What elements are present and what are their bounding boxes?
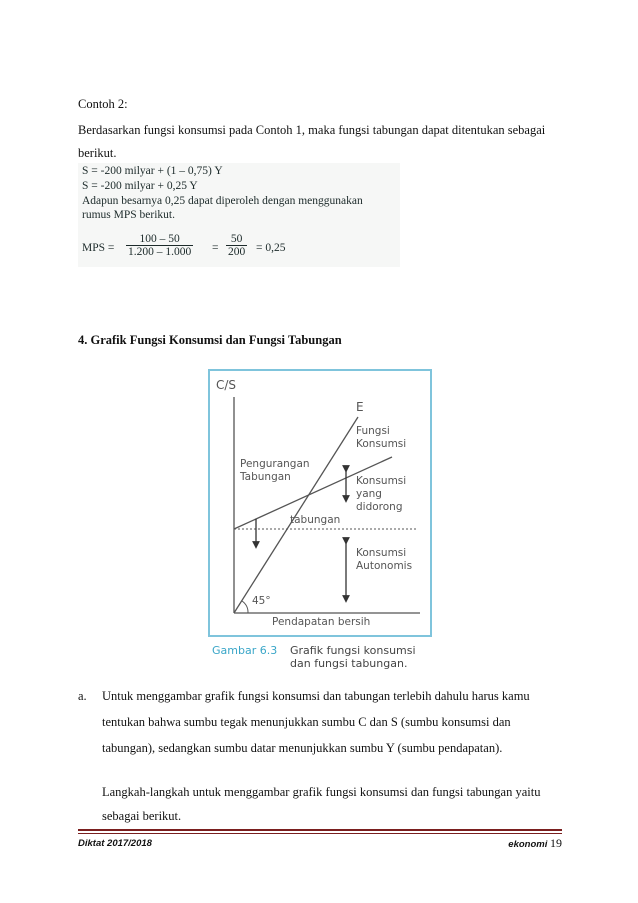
mps-fraction-1-denominator: 1.200 – 1.000 bbox=[128, 246, 192, 258]
x-axis-label: Pendapatan bersih bbox=[272, 616, 371, 628]
mps-fraction-2-numerator: 50 bbox=[226, 233, 247, 246]
mps-fraction-2-denominator: 200 bbox=[228, 246, 246, 258]
figure-caption-label: Gambar 6.3 bbox=[212, 644, 278, 657]
mps-equals: = bbox=[212, 242, 219, 254]
list-marker-a: a. bbox=[78, 689, 87, 703]
figure-caption-line1: Grafik fungsi konsumsi bbox=[290, 644, 416, 657]
figure-caption-line2: dan fungsi tabungan. bbox=[290, 657, 408, 670]
konsumsi-didorong-label-3: didorong bbox=[356, 501, 403, 513]
figure-consumption-saving bbox=[208, 369, 434, 670]
pengurangan-label-1: Pengurangan bbox=[240, 458, 310, 470]
list-a-line5: sebagai berikut. bbox=[102, 809, 182, 823]
list-a-line1: Untuk menggambar grafik fungsi konsumsi dan tabungan terlebih dahulu harus kamu bbox=[102, 689, 530, 703]
formula-line4: rumus MPS berikut. bbox=[82, 209, 175, 221]
example-intro-line1: Berdasarkan fungsi konsumsi pada Contoh 1, maka fungsi tabungan dapat ditentukan sebagai bbox=[78, 123, 546, 137]
fungsi-konsumsi-label-2: Konsumsi bbox=[356, 438, 407, 450]
tabungan-label: tabungan bbox=[290, 514, 341, 526]
list-a-line3: tabungan), sedangkan sumbu datar menunjukkan sumbu Y (sumbu pendapatan). bbox=[102, 741, 503, 755]
formula-box bbox=[78, 163, 400, 267]
mps-fraction-2 bbox=[226, 233, 247, 258]
konsumsi-didorong-label-2: yang bbox=[356, 488, 382, 500]
footer-rule-thick bbox=[78, 829, 562, 831]
mps-fraction-1-numerator: 100 – 50 bbox=[126, 233, 193, 246]
mps-label: MPS = bbox=[82, 242, 115, 254]
footer-right-text: ekonomi bbox=[508, 839, 548, 850]
section-heading: 4. Grafik Fungsi Konsumsi dan Fungsi Tabungan bbox=[78, 333, 342, 347]
formula-line1: S = -200 milyar + (1 – 0,75) Y bbox=[82, 165, 223, 177]
mps-result: = 0,25 bbox=[256, 242, 286, 254]
formula-line3: Adapun besarnya 0,25 dapat diperoleh dengan menggunakan bbox=[82, 195, 363, 207]
e-label: E bbox=[356, 400, 364, 414]
footer-right bbox=[508, 836, 562, 851]
fungsi-konsumsi-label-1: Fungsi bbox=[356, 425, 390, 437]
page-number: 19 bbox=[550, 836, 562, 850]
example-intro-line2: berikut. bbox=[78, 146, 117, 160]
example-title: Contoh 2: bbox=[78, 97, 128, 111]
angle-arc bbox=[242, 601, 248, 613]
y-axis-label: C/S bbox=[216, 378, 237, 392]
konsumsi-didorong-label-1: Konsumsi bbox=[356, 475, 407, 487]
formula-line2: S = -200 milyar + 0,25 Y bbox=[82, 180, 198, 192]
konsumsi-autonomis-label-1: Konsumsi bbox=[356, 547, 407, 559]
angle-label: 45° bbox=[252, 595, 271, 607]
mps-fraction-1 bbox=[126, 233, 193, 258]
footer-left-text: Diktat 2017/2018 bbox=[78, 838, 152, 849]
list-a-line2: tentukan bahwa sumbu tegak menunjukkan sumbu C dan S (sumbu konsumsi dan bbox=[102, 715, 511, 729]
footer-rule-thin bbox=[78, 833, 562, 834]
list-a-line4: Langkah-langkah untuk menggambar grafik fungsi konsumsi dan fungsi tabungan yaitu bbox=[102, 785, 541, 799]
konsumsi-autonomis-label-2: Autonomis bbox=[356, 560, 413, 572]
pengurangan-label-2: Tabungan bbox=[240, 471, 291, 483]
